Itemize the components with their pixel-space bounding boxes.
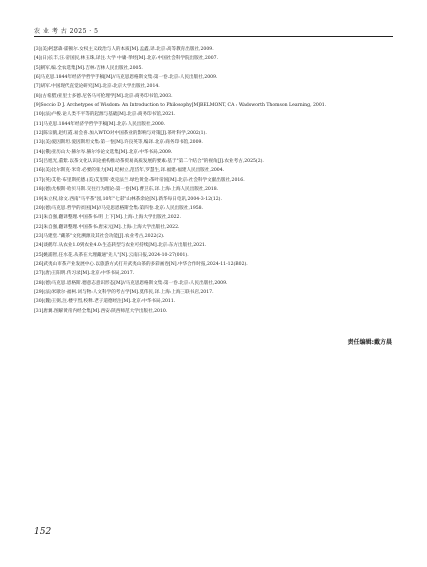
reference-item: [9]Soccio D J. Archetypes of Wisdom: An Introduction to Philosophy[M]BELMONT, CA : Wadsworth Thomson Learning, 2001. (34, 103, 327, 109)
reference-item: [13](美)爱因斯坦.爱因斯坦文集:第一卷[M].许良英等,编译.北京:商务印书馆,2009. (34, 140, 203, 146)
header-divider (34, 36, 393, 37)
reference-item: [7]胡军.中国现代直觉论研究[M].北京:北京大学出版社,2014. (34, 84, 160, 90)
reference-item: [3](美)阿瑟森·霍顿尔.女权主义政治与人的本质[M].孟鑫,译.北京:高等教育出版社,2009. (34, 47, 214, 52)
reference-item: [5]朝军,编.全农选集[M].吉林:吉林人民出版社,2005. (34, 65, 143, 71)
reference-item: [26]武夷山市茶产业发展中心.以旅游方式打开武夷山茶的多彩画卷[N].中华合作时报,2024-11-12(B02). (34, 261, 248, 267)
reference-item: [22]朱自强,翻译整理.中国茶书:唐宋元[M].上海:上海大学出版社,2022. (34, 224, 180, 230)
reference-list (34, 45, 394, 316)
reference-item: [20](德)马克思.哲学的贫困[M]//马克思恩格斯全集:第四卷.北京:人民出版社,1958. (34, 205, 204, 211)
reference-item: [14](俄)亚历山大·赫尔岑.赫尔岑论文选集[M].北京:中华书局,2009. (34, 149, 173, 155)
reference-item: [12]陈宗鹤,赵红霞.易会喜.加入WTO对中国茶业的影响与对策[J].茶叶科学,2002(1). (34, 131, 207, 137)
reference-item: [11]马克思.1844年经济学哲学手稿[M].北京:人民出版社,2000. (34, 121, 166, 127)
reference-item: [15]吕旭光,董紫.以茶文化认识论重构推动茶贸易高质发展的要素:基于"第二个结合"的视角[J].农业考古,2025(2). (34, 159, 264, 165)
reference-item: [25]姚浦智,任水花.从茶在大理藏通"先人"[N].云南日报,2024-10-27(001). (34, 252, 189, 258)
running-header: 农 业 考 古 2025 · 5 (34, 28, 99, 35)
reference-item: [21]朱自强,翻译整理.中国茶书:明 上下[M].上海:上海大学出版社,2022. (34, 215, 181, 221)
reference-item: [31]唐翼.图解黄帝内经全集[M].西安:陕西师范大学出版社,2010. (34, 308, 168, 314)
reference-item: [6]马克思.1844年经济学哲学手稿[M]//马克思恩格斯文集:第一卷.北京:人民出版社,2009. (34, 75, 218, 81)
reference-item: [16](美)比尔斯克·米奇.必要的张力[M].纪树立,范岱年,罗慧生,译.福建:福建人民出版社,2004. (34, 168, 225, 174)
reference-item: [28](德)马克思.恩格斯.德意志意识形态[M]//马克思恩格斯文集:第一卷.北京:人民出版社,2009. (34, 280, 228, 286)
reference-item: [29](法)米歇尔·福柯.词与物:人文科学的考古学[M].莫伟民,译.上海:上海三联书店,2017. (34, 289, 214, 295)
reference-item: [8](古希腊)亚里士多德.尼各马可伦理学[M].北京:商务印书馆,2003. (34, 93, 173, 99)
reference-item: [17](英)艾伦·布里斯托德.(美)艾里斯·麦克法兰.绿色黄金:茶叶帝国[M].北京:社会科学文献出版社,2016. (34, 177, 245, 183)
responsible-editor: 责任编辑:戴方晨 (347, 339, 392, 346)
reference-item: [30](魏)王弼,注.楼宇烈,校释.老子道德经注[M].北京:中华书局,2011. (34, 299, 176, 305)
reference-item: [4](日)长丰,汪.帝国民,林玉珠,译注.大学 中庸·孝经[M].北京:中国社会科学院出版社,2007. (34, 56, 219, 62)
reference-item: [23]马建堂."藏茶"文化溯源及其社会功能[J].农业考古,2022(2). (34, 233, 165, 239)
reference-item: [19]朱立权,徐文.西南"马平茶"园,10年"七彩"山林茶余论[N].新华每日电讯,2004-3-12(12). (34, 196, 222, 202)
reference-item: [24]谈鹤年.从农业1.0到农业4.0:生态转型与农业可持续[M].北京:东方出版社,2021. (34, 243, 207, 249)
reference-item: [27](唐)王阳明.传习录[M].北京:中华书局,2017. (34, 271, 135, 277)
page-number: 152 (34, 527, 52, 537)
reference-item: [18](德)尤根斯·哈贝马斯.交往行为理论:第一卷[M].曹卫东,译.上海:上海人民出版社,2018. (34, 187, 219, 193)
reference-item: [10](法)卢梭.论人类不平等的起源与基础[M].北京:商务印书馆,2021. (34, 112, 176, 118)
